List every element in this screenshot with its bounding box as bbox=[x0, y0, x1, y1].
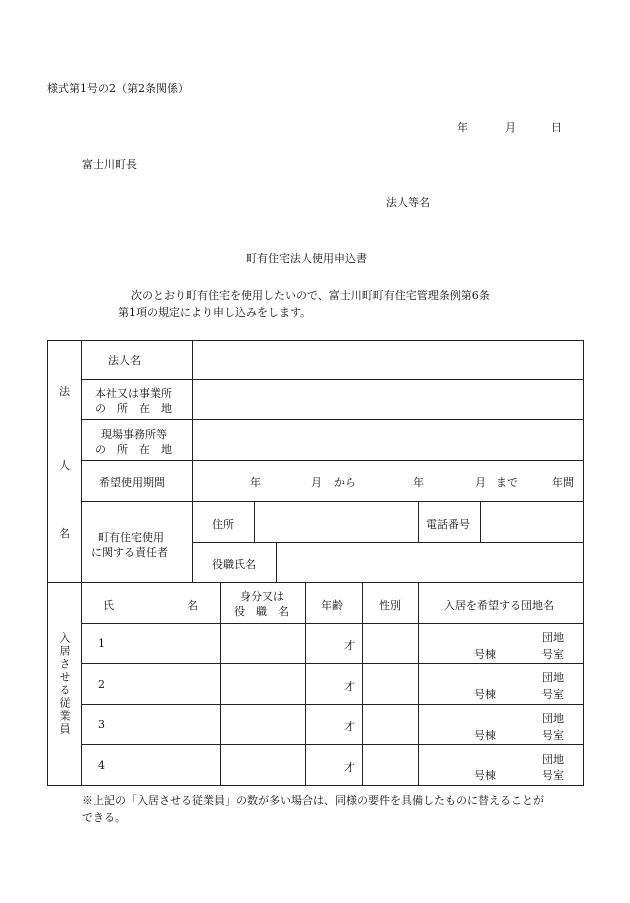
employees-section-label: 入居させる従業員 bbox=[58, 632, 71, 736]
form-number: 様式第1号の2（第2条関係） bbox=[47, 82, 189, 95]
employee-row-4-complex: 団地 bbox=[542, 753, 564, 766]
date-year-label: 年 bbox=[457, 121, 468, 134]
employee-row-3-complex: 団地 bbox=[542, 712, 564, 725]
note-line-1: ※上記の「入居させる従業員」の数が多い場合は、同様の要件を具備したものに替えることが bbox=[82, 794, 544, 807]
period-until: まで bbox=[496, 476, 518, 489]
period-label: 希望使用期間 bbox=[99, 476, 165, 489]
employee-row-3-age-unit: 才 bbox=[344, 720, 355, 733]
corp-section-char-3: 名 bbox=[59, 527, 70, 540]
employee-row-4-building: 号棟 bbox=[474, 769, 496, 782]
responsible-label-2: に関する責任者 bbox=[91, 546, 168, 559]
header-age: 年齢 bbox=[321, 599, 343, 612]
employee-row-3-room: 号室 bbox=[542, 729, 564, 742]
phone-label: 電話番号 bbox=[426, 518, 470, 531]
header-position-2: 役 職 名 bbox=[234, 605, 289, 618]
period-from: から bbox=[334, 476, 356, 489]
period-year-2: 年 bbox=[413, 476, 424, 489]
addressee: 富士川町長 bbox=[82, 158, 137, 171]
header-gender: 性別 bbox=[379, 599, 401, 612]
employee-row-1-complex: 団地 bbox=[542, 631, 564, 644]
corp-section-char-2: 人 bbox=[59, 459, 70, 472]
responsible-label-1: 町有住宅使用 bbox=[98, 531, 164, 544]
site-address-field[interactable] bbox=[194, 421, 582, 459]
employee-row-2-age-unit: 才 bbox=[344, 680, 355, 693]
date-day-label: 日 bbox=[551, 121, 562, 134]
period-year-1: 年 bbox=[250, 476, 261, 489]
period-years: 年間 bbox=[552, 476, 574, 489]
note-line-2: できる。 bbox=[82, 811, 126, 824]
intro-line-1: 次のとおり町有住宅を使用したいので、富士川町町有住宅管理条例第6条 bbox=[131, 289, 490, 302]
period-month-1: 月 bbox=[311, 476, 322, 489]
title-name-field[interactable] bbox=[278, 544, 582, 581]
employee-row-3-building: 号棟 bbox=[474, 729, 496, 742]
address-label: 住所 bbox=[212, 518, 234, 531]
site-label-1: 現場事務所等 bbox=[101, 428, 167, 441]
form-title: 町有住宅法人使用申込書 bbox=[246, 252, 367, 265]
date-month-label: 月 bbox=[505, 121, 516, 134]
employee-row-1-room: 号室 bbox=[542, 648, 564, 661]
employee-row-2-room: 号室 bbox=[542, 688, 564, 701]
header-complex: 入居を希望する団地名 bbox=[444, 599, 554, 612]
header-name-2: 名 bbox=[187, 599, 198, 612]
corp-name-field[interactable] bbox=[194, 342, 582, 378]
phone-field[interactable] bbox=[482, 503, 582, 541]
hq-label-1: 本社又は事業所 bbox=[95, 387, 172, 400]
employee-row-2-complex: 団地 bbox=[542, 671, 564, 684]
period-month-2: 月 bbox=[475, 476, 486, 489]
employee-row-1-building: 号棟 bbox=[474, 648, 496, 661]
employee-row-2-building: 号棟 bbox=[474, 688, 496, 701]
site-label-2: の 所 在 地 bbox=[95, 443, 172, 456]
header-name-1: 氏 bbox=[103, 599, 114, 612]
responsible-address-field[interactable] bbox=[256, 503, 417, 541]
employee-row-1-age-unit: 才 bbox=[344, 639, 355, 652]
employee-row-4-no: 4 bbox=[98, 759, 105, 772]
header-position-1: 身分又は bbox=[240, 590, 284, 603]
employee-row-2-no: 2 bbox=[98, 678, 105, 691]
corp-section-char-1: 法 bbox=[59, 385, 70, 398]
employee-row-3-no: 3 bbox=[98, 718, 105, 731]
applicant-label: 法人等名 bbox=[386, 196, 430, 209]
employee-row-1-no: 1 bbox=[98, 637, 105, 650]
hq-address-field[interactable] bbox=[194, 381, 582, 418]
intro-line-2: 第1項の規定により申し込みをします。 bbox=[118, 306, 312, 319]
title-name-label: 役職氏名 bbox=[212, 558, 256, 571]
corp-name-label: 法人名 bbox=[108, 354, 141, 367]
employee-row-4-room: 号室 bbox=[542, 769, 564, 782]
hq-label-2: の 所 在 地 bbox=[95, 402, 172, 415]
employee-row-4-age-unit: 才 bbox=[344, 761, 355, 774]
